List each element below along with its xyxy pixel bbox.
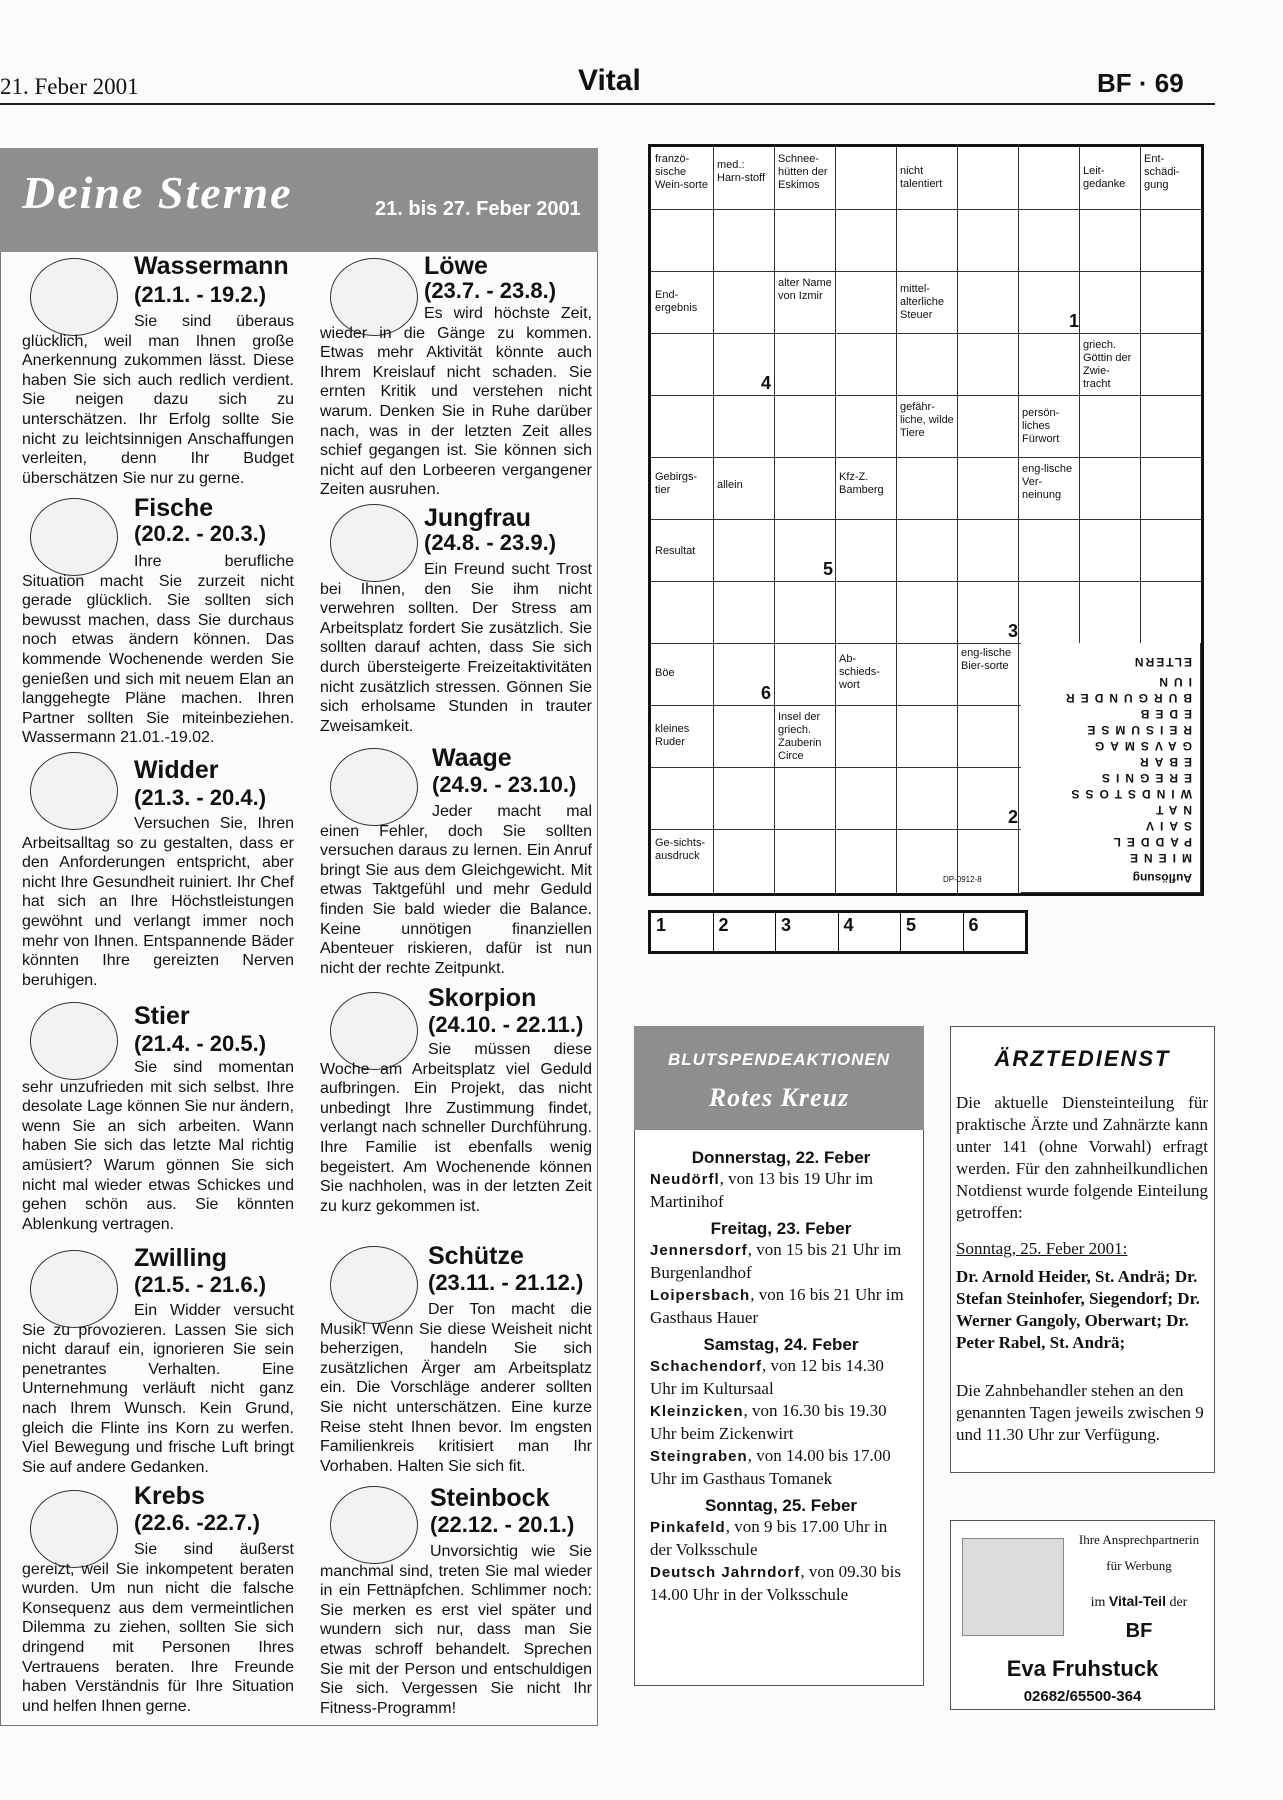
doctors-note: Die Zahnbehandler stehen an den genannten Tagen jeweils zwischen 9 und 11.30 Uhr zur Verfügung. bbox=[956, 1381, 1204, 1444]
puzzle-code: DP-0912-8 bbox=[943, 875, 982, 884]
contact-line1: Ihre Ansprechpartnerin bbox=[1078, 1532, 1200, 1547]
solution-row: EREGNIS bbox=[1095, 771, 1192, 785]
crossword-clue: franzö-sische Wein-sorte bbox=[653, 151, 711, 194]
blood-place: Pinkafeld bbox=[650, 1519, 726, 1536]
solution-cell[interactable]: 4 bbox=[839, 913, 902, 951]
horoscope-text: Der Ton macht die Musik! Wenn Sie diese Weisheit nicht beherzigen, handeln Sie sich zusätzlichen Ärger am Arbeitsplatz ein. Die Vorschläge anderer sollten Sie nicht unterschätzen. Eine kurze Reise steht Ihnen bevor. Im engsten Familienkreis kritisiert man Ihr Vorhaben. Halten Sie sich fit. bbox=[320, 1301, 592, 1475]
solution-row: EBAR bbox=[1133, 755, 1192, 769]
solution-row: SAIV bbox=[1139, 819, 1192, 833]
horoscope-title: Deine Sterne bbox=[22, 167, 293, 218]
doctors-list: Dr. Arnold Heider, St. Andrä; Dr. Stefan Steinhofer, Siegendorf; Dr. Werner Gangoly, Oberwart; Dr. Peter Rabel, St. Andrä; bbox=[956, 1267, 1200, 1352]
solution-number: 6 bbox=[761, 683, 772, 703]
page-number: BF · 69 bbox=[1097, 68, 1184, 98]
sign-name: Löwe bbox=[424, 252, 488, 280]
sign-range: (20.2. - 20.3.) bbox=[134, 521, 267, 546]
contact-line3 bbox=[1064, 1593, 1214, 1611]
blood-donation-header bbox=[634, 1026, 924, 1130]
sign-name: Stier bbox=[134, 1002, 190, 1030]
crossword-clue: Böe bbox=[653, 665, 711, 682]
blood-entry-text: , von 16 bis 21 Uhr im Gasthaus Hauer bbox=[650, 1285, 904, 1327]
contact-line2: für Werbung bbox=[1106, 1558, 1172, 1573]
horoscope-text: Es wird höchste Zeit, wieder in die Gänge zu kommen. Etwas mehr Aktivität könnte auch Ihrem Kreislauf nicht schaden. Sie ernten Kritik und verstehen nicht warum. Denken Sie in Ruhe darüber nach, was in der letzten Zeit alles schief gegangen ist. Sie können sich nicht auf den Lorbeeren vergangener Zeiten ausruhen. bbox=[320, 305, 592, 499]
blood-entry bbox=[650, 1516, 912, 1561]
doctors-intro: Die aktuelle Diensteinteilung für praktische Ärzte und Zahnärzte kann unter 141 (ohne Vorwahl) erfragt werden. Für den zahnheilkundlichen Notdienst wurde folgende Einteilung getroffen: bbox=[956, 1093, 1208, 1222]
blood-schedule bbox=[650, 1148, 912, 1606]
crossword-clue: Ent-schädi-gung bbox=[1142, 151, 1200, 194]
crossword-clue: Kfz-Z. Bamberg bbox=[837, 469, 895, 499]
solution-row: IUN bbox=[1153, 675, 1192, 689]
contact-name: Eva Fruhstuck bbox=[1006, 1656, 1159, 1681]
sign-name: Wassermann bbox=[134, 252, 289, 280]
solution-title: ELTERN bbox=[1132, 655, 1192, 669]
solution-row: BURGUNDER bbox=[1060, 691, 1192, 705]
blood-place: Neudörfl bbox=[650, 1171, 720, 1188]
grid-line bbox=[651, 395, 1201, 396]
blood-entry-text: , von 12 bis 14.30 Uhr im Kultursaal bbox=[650, 1356, 884, 1398]
crossword-clue: Insel der griech. Zauberin Circe bbox=[776, 709, 834, 765]
crossword-clue: allein bbox=[715, 477, 773, 494]
solution-number: 1 bbox=[1069, 311, 1080, 331]
blood-entry bbox=[650, 1239, 912, 1284]
sign-range: (21.4. - 20.5.) bbox=[134, 1031, 267, 1056]
doctors-title: ÄRZTEDIENST bbox=[994, 1046, 1171, 1071]
grid-line bbox=[651, 581, 1201, 582]
blood-entry bbox=[650, 1400, 912, 1445]
sign-range: (24.9. - 23.10.) bbox=[432, 772, 577, 797]
crossword-clue: kleines Ruder bbox=[653, 721, 711, 751]
sign-range: (24.8. - 23.9.) bbox=[424, 530, 557, 555]
contact-line3-bold: Vital-Teil bbox=[1108, 1593, 1166, 1609]
solution-label: Auflösung bbox=[1132, 871, 1192, 885]
blood-day: Freitag, 23. Feber bbox=[710, 1219, 852, 1238]
sign-name: Steinbock bbox=[430, 1484, 550, 1512]
grid-line bbox=[1018, 147, 1019, 893]
sign-name: Fische bbox=[134, 494, 214, 522]
grid-line bbox=[651, 519, 1201, 520]
blood-entry-text: , von 16.30 bis 19.30 Uhr beim Zickenwirt bbox=[650, 1401, 887, 1443]
blood-entry-text: , von 13 bis 19 Uhr im Martinihof bbox=[650, 1169, 874, 1211]
horoscope-text: Ein Widder versucht Sie zu provozieren. Lassen Sie sich nicht darauf ein, ignorieren Sie sein penetrantes Verhalten. Eine Unternehmung verläuft nicht ganz nach Ihrem Wunsch. Kein Grund, gleich die Flinte ins Korn zu werfen. Viel Bewegung und frische Luft bringt Sie auf andere Gedanken. bbox=[22, 1302, 294, 1476]
sign-name: Skorpion bbox=[428, 984, 537, 1012]
blood-day: Donnerstag, 22. Feber bbox=[691, 1148, 871, 1167]
grid-line bbox=[651, 271, 1201, 272]
solution-cell[interactable]: 6 bbox=[968, 915, 979, 935]
issue-date: 21. Feber 2001 bbox=[0, 74, 139, 99]
blood-entry bbox=[650, 1445, 912, 1490]
horoscope-text: Ihre berufliche Situation macht Sie zurzeit nicht gerade glücklich. Sie sollten sich bewusst machen, dass Sie durchaus noch etwas ändern können. Das kommende Wochenende werden Sie genießen und sich mit neuem Elan an langgehegte Pläne machen. Ihren Partner sollten Sie miteinbeziehen. Wassermann 21.01.-19.02. bbox=[22, 553, 294, 747]
crossword-clue: Resultat bbox=[653, 543, 711, 560]
crossword-clue: End-ergebnis bbox=[653, 287, 711, 317]
blood-entry-text: , von 15 bis 21 Uhr im Burgenlandhof bbox=[650, 1240, 902, 1282]
crossword-clue: eng-lische Ver-neinung bbox=[1020, 461, 1078, 504]
sign-range: (24.10. - 22.11.) bbox=[428, 1012, 584, 1037]
solution-row: PADDEL bbox=[1107, 835, 1192, 849]
blood-entry-text: , von 14.00 bis 17.00 Uhr im Gasthaus Tomanek bbox=[650, 1446, 891, 1488]
blood-place: Jennersdorf bbox=[650, 1242, 748, 1259]
contact-line3-post: der bbox=[1169, 1595, 1188, 1610]
sign-range: (22.6. -22.7.) bbox=[134, 1510, 260, 1535]
sign-range: (23.11. - 21.12.) bbox=[428, 1270, 584, 1295]
solution-number: 2 bbox=[1008, 807, 1019, 827]
header-rule bbox=[0, 103, 1215, 105]
solution-number: 4 bbox=[761, 373, 772, 393]
solution-cell[interactable]: 5 bbox=[901, 913, 964, 951]
doctors-date: Sonntag, 25. Feber 2001: bbox=[956, 1239, 1128, 1258]
grid-line bbox=[651, 333, 1201, 334]
horoscope-text: Unvorsichtig wie Sie manchmal sind, treten Sie mal wieder in ein Fettnäpfchen. Schlimmer noch: Sie merken es erst viel später und wundern sich nur, dass man Sie etwas schroff behandelt. Sprechen Sie mit der Person und entschuldigen Sie sich. Vergessen Sie nicht Ihr Fitness-Programm! bbox=[320, 1543, 592, 1717]
solution-cell[interactable]: 1 bbox=[651, 913, 714, 951]
horoscope-text: Versuchen Sie, Ihren Arbeitsalltag so zu gestalten, dass er den Anforderungen entspricht, aber nicht Ihre Gesundheit ruiniert. Ihr Chef hat sich an Ihre Höchstleistungen gewöhnt und verlangt immer noch mehr von Ihnen. Entspannende Bäder könnten Ihre gereizten Nerven beruhigen. bbox=[22, 815, 294, 989]
horoscope-dates: 21. bis 27. Feber 2001 bbox=[375, 198, 581, 220]
sign-name: Jungfrau bbox=[424, 504, 531, 532]
contact-phone: 02682/65500-364 bbox=[1023, 1688, 1142, 1705]
horoscope-text: Sie sind momentan sehr unzufrieden mit sich selbst. Ihre desolate Lage können Sie nur ändern, wenn Sie an sich arbeiten. Wann haben Sie sich das letzte Mal richtig amüsiert? Warum gönnen Sie sich nicht mal wieder etwas Schickes und gehen schön aus. Sie könnten Ablenkung vertragen. bbox=[22, 1059, 294, 1233]
solution-number: 5 bbox=[823, 559, 834, 579]
solution-row: MIENE bbox=[1123, 851, 1192, 865]
solution-box bbox=[1021, 643, 1201, 893]
blood-day: Samstag, 24. Feber bbox=[703, 1335, 859, 1354]
crossword-clue: persön-liches Fürwort bbox=[1020, 405, 1078, 448]
blood-entry bbox=[650, 1284, 912, 1329]
blood-entry bbox=[650, 1561, 912, 1606]
crossword-clue: Ge-sichts-ausdruck bbox=[653, 835, 711, 865]
grid-line bbox=[651, 457, 1201, 458]
contact-brand: BF bbox=[1125, 1620, 1153, 1642]
crossword-clue: nicht talentiert bbox=[898, 163, 956, 193]
sign-name: Zwilling bbox=[134, 1244, 228, 1272]
horoscope-text: Sie müssen diese Woche am Arbeitsplatz viel Geduld aufbringen. Ein Projekt, das nicht unbedingt Ihre Zustimmung findet, verlangt nach schneller Durchführung. Ihre Familie ist ebenfalls wenig begeistert. Am Wochenende können Sie nachholen, was in der letzten Zeit zu kurz gekommen ist. bbox=[320, 1041, 592, 1215]
crossword-clue: Ab-schieds-wort bbox=[837, 651, 895, 694]
sign-range: (23.7. - 23.8.) bbox=[424, 278, 557, 303]
grid-line bbox=[896, 147, 897, 893]
contact-line3-pre: im bbox=[1090, 1595, 1106, 1610]
solution-cell[interactable]: 3 bbox=[776, 913, 839, 951]
sign-name: Waage bbox=[432, 744, 512, 772]
blood-place: Loipersbach bbox=[650, 1287, 751, 1304]
sign-range: (21.5. - 21.6.) bbox=[134, 1272, 267, 1297]
blood-entry bbox=[650, 1355, 912, 1400]
blood-entry-text: , von 09.30 bis 14.00 Uhr in der Volksschule bbox=[650, 1562, 901, 1604]
blood-place: Deutsch Jahrndorf bbox=[650, 1564, 801, 1581]
crossword-clue: Gebirgs-tier bbox=[653, 469, 711, 499]
horoscope-text: Jeder macht mal einen Fehler, doch Sie sollten versuchen daraus zu lernen. Ein Anruf bringt Sie aus dem Gleichgewicht. Mit etwas Taktgefühl und mehr Geduld finden Sie bald wieder die Balance. Keine unnötigen finanziellen Abenteuer riskieren, dafür ist nun nicht der rechte Zeitpunkt. bbox=[320, 803, 592, 977]
crossword-clue: Schnee-hütten der Eskimos bbox=[776, 151, 834, 194]
crossword-clue: Leit-gedanke bbox=[1081, 163, 1139, 193]
solution-row: EDEB bbox=[1134, 707, 1192, 721]
solution-row: REISUMSE bbox=[1081, 723, 1192, 737]
crossword-clue: mittel-alterliche Steuer bbox=[898, 281, 956, 324]
solution-row: WINDSTOSS bbox=[1065, 787, 1192, 801]
solution-row: NAT bbox=[1150, 803, 1192, 817]
blood-entry-text: , von 9 bis 17.00 Uhr in der Volksschule bbox=[650, 1517, 888, 1559]
sign-range: (22.12. - 20.1.) bbox=[430, 1512, 575, 1537]
crossword-clue: alter Name von Izmir bbox=[776, 275, 834, 305]
blood-place: Schachendorf bbox=[650, 1358, 763, 1375]
blood-kicker: BLUTSPENDEAKTIONEN bbox=[667, 1050, 890, 1069]
section-title: Vital bbox=[578, 64, 641, 97]
crossword-clue: med.: Harn-stoff bbox=[715, 157, 773, 187]
sign-range: (21.1. - 19.2.) bbox=[134, 282, 267, 307]
blood-day: Sonntag, 25. Feber bbox=[704, 1496, 858, 1515]
crossword-clue: gefähr-liche, wilde Tiere bbox=[898, 399, 956, 442]
contact-photo bbox=[962, 1538, 1064, 1636]
sign-range: (21.3. - 20.4.) bbox=[134, 785, 267, 810]
grid-line bbox=[713, 147, 714, 893]
solution-number: 3 bbox=[1008, 621, 1019, 641]
grid-line bbox=[835, 147, 836, 893]
grid-line bbox=[957, 147, 958, 893]
crossword-clue: eng-lische Bier-sorte bbox=[959, 645, 1017, 675]
blood-entry bbox=[650, 1168, 912, 1213]
sign-name: Krebs bbox=[134, 1482, 205, 1510]
grid-line bbox=[774, 147, 775, 893]
horoscope-text: Sie sind überaus glücklich, weil man Ihnen große Anerkennung zukommen lässt. Diese haben Sie sich auch redlich verdient. Sie neigen dazu sich zu unterschätzen. Ihr Erfolg sollte Sie nicht zu leichtsinnigen Anschaffungen verleiten, denn Ihr Budget überschätzen Sie nur zu gerne. bbox=[22, 313, 294, 487]
horoscope-text: Ein Freund sucht Trost bei Ihnen, den Sie ihm nicht verwehren sollten. Der Stress am Arbeitsplatz fordert Sie zusätzlich. Sie sollten darauf achten, dass Sie sich durch übersteigerte Freizeitaktivitäten nicht zusätzlich stressen. Gönnen Sie sich erholsame Stunden in trauter Zweisamkeit. bbox=[320, 561, 592, 735]
crossword-clue: griech. Göttin der Zwie-tracht bbox=[1081, 337, 1139, 393]
blood-title: Rotes Kreuz bbox=[708, 1083, 850, 1112]
blood-place: Kleinzicken bbox=[650, 1403, 744, 1420]
solution-strip bbox=[648, 910, 1028, 954]
crossword-grid bbox=[648, 144, 1204, 896]
sign-name: Widder bbox=[134, 756, 219, 784]
sign-name: Schütze bbox=[428, 1242, 524, 1270]
blood-place: Steingraben bbox=[650, 1448, 748, 1465]
horoscope-text: Sie sind äußerst gereizt, weil Sie inkompetent beraten wurden. Um nun nicht die falsche Konsequenz aus dem vermeintlichen Dilemma zu ziehen, sollten Sie sich dringend mit Personen Ihres Vertrauens beraten. Ihre Freunde haben Verständnis für Ihre Situation und helfen Ihnen gerne. bbox=[22, 1541, 294, 1715]
solution-cell[interactable]: 2 bbox=[714, 913, 777, 951]
solution-row: GAVSMAG bbox=[1088, 739, 1192, 753]
grid-line bbox=[651, 209, 1201, 210]
